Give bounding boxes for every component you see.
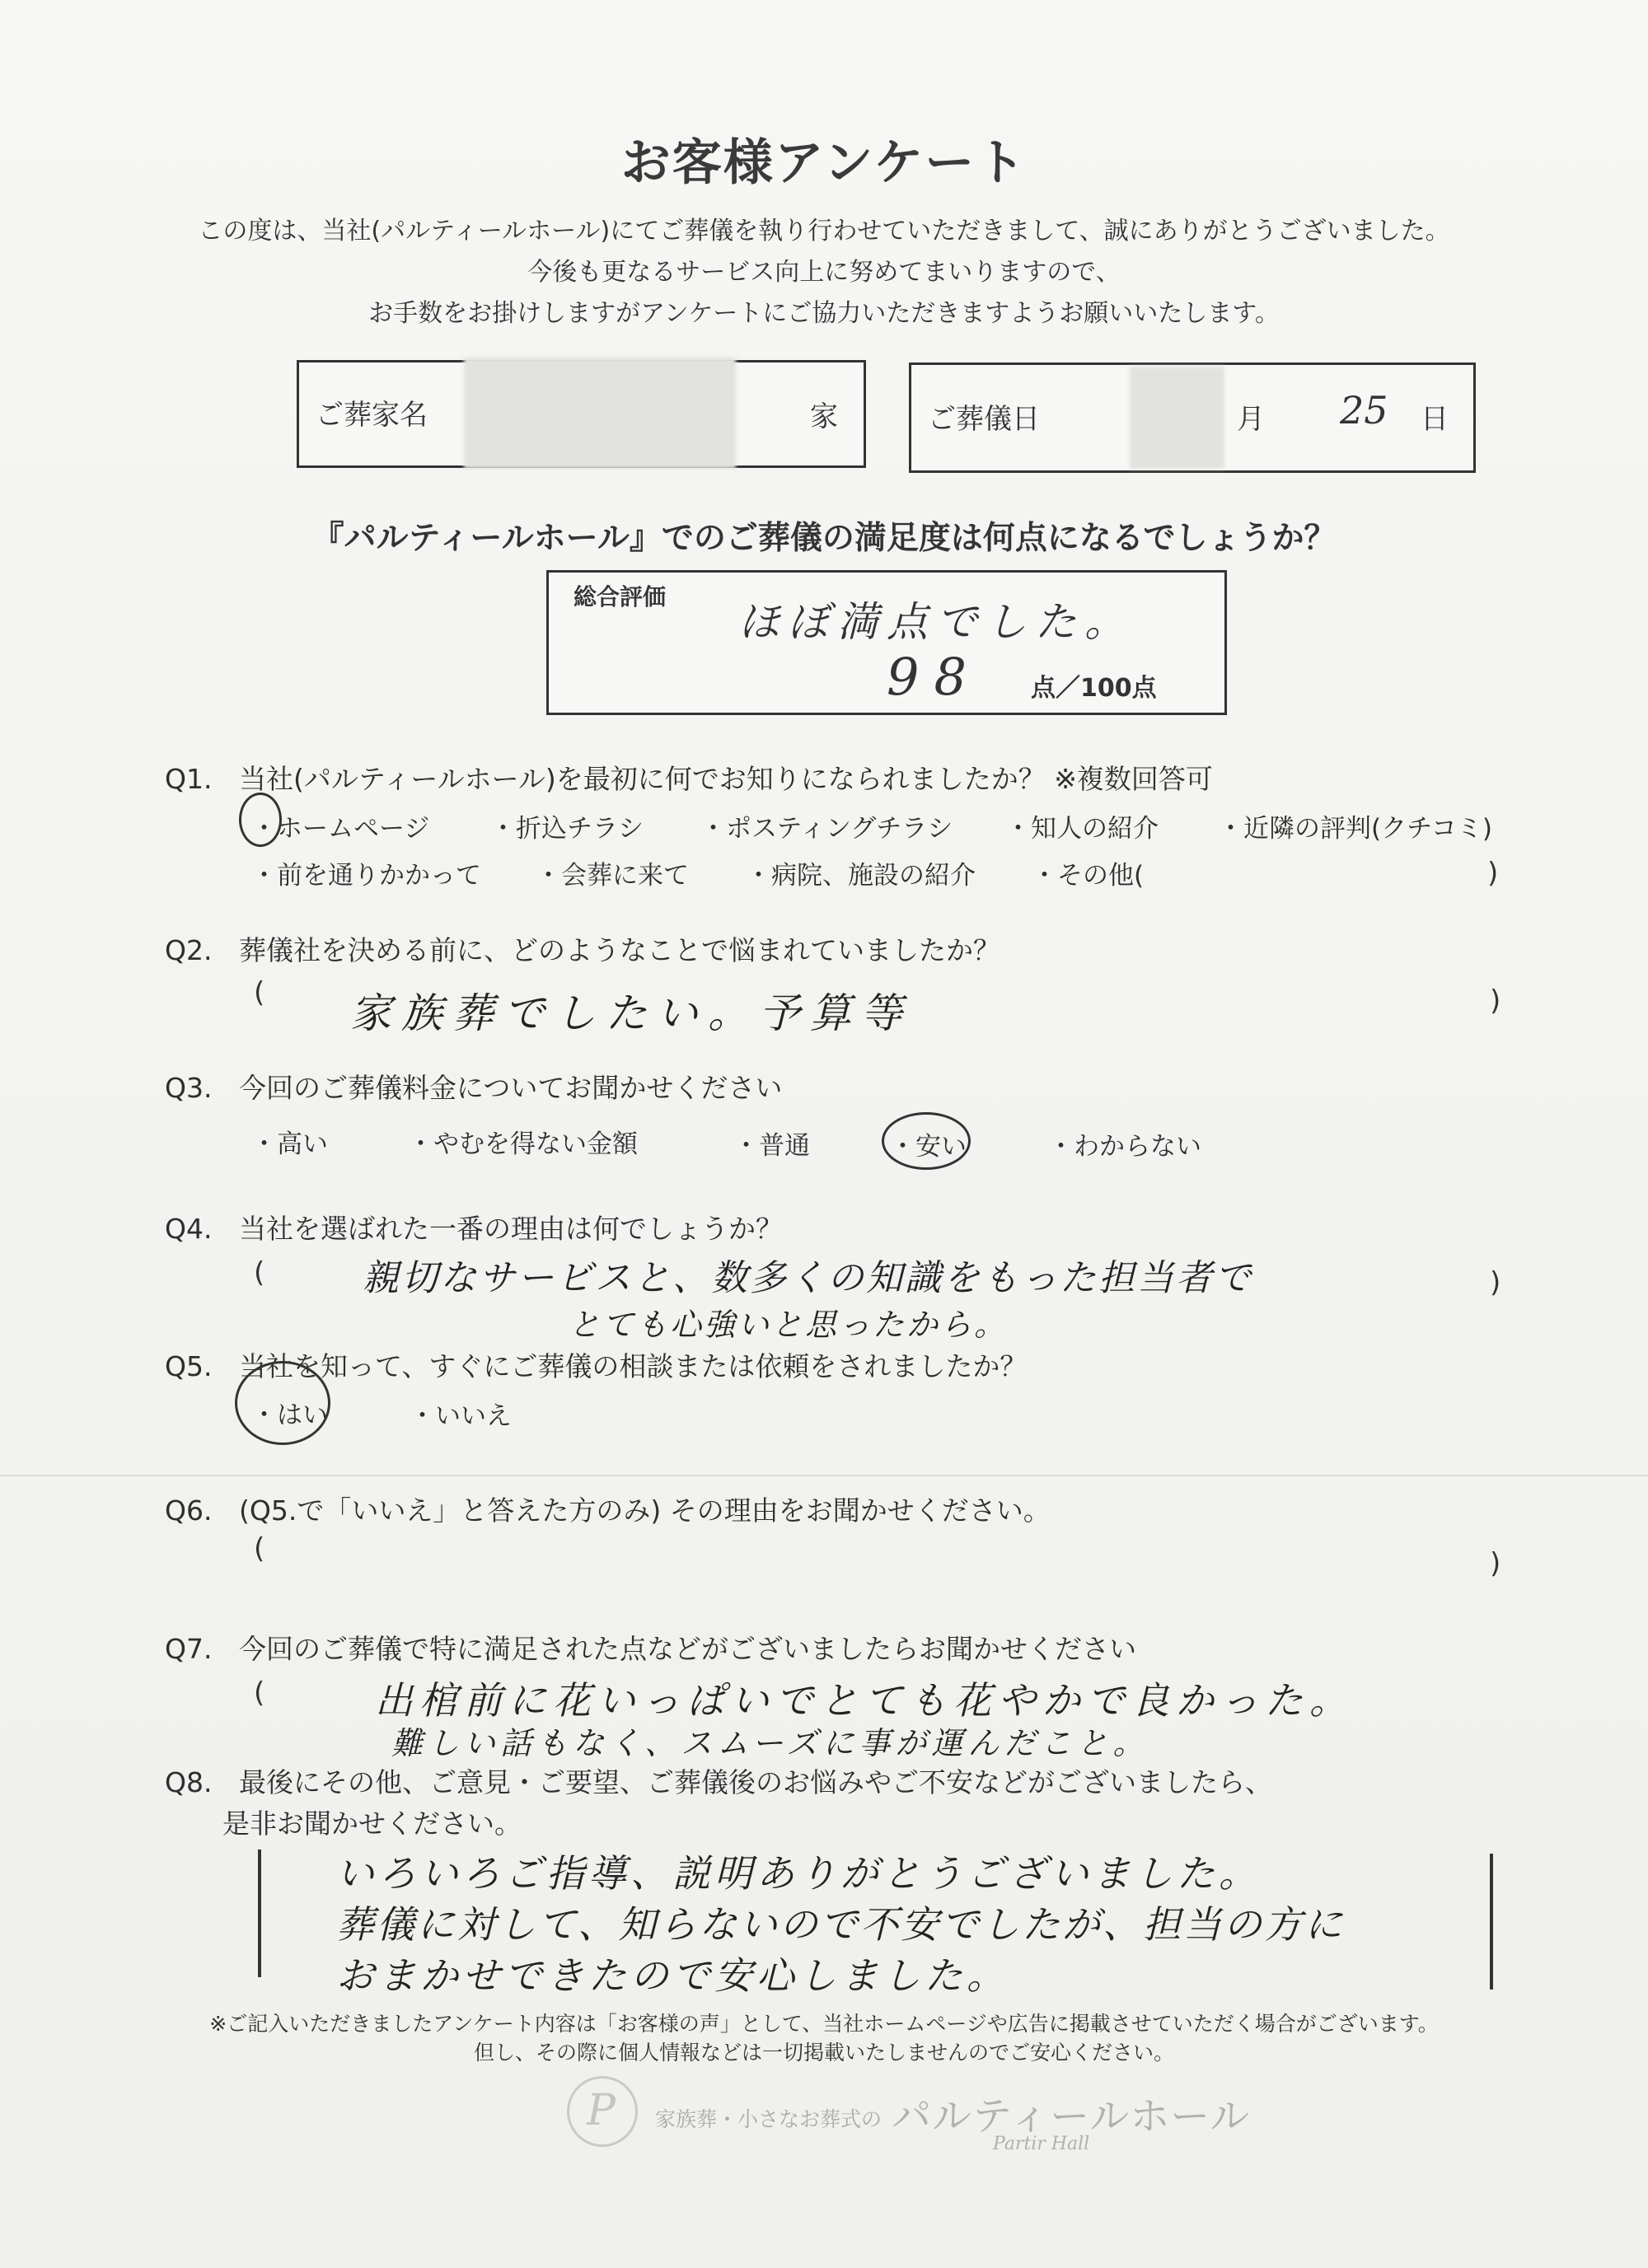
q2-close-paren: ) <box>1490 984 1501 1017</box>
q1-option-word-of-mouth[interactable]: ・近隣の評判(クチコミ) <box>1218 814 1492 844</box>
redacted-month <box>1130 367 1224 469</box>
q5-text: 当社を知って、すぐにご葬儀の相談または依頼をされましたか？ <box>239 1350 1028 1382</box>
q8-text-line-1: 最後にその他、ご意見・ご要望、ご葬儀後のお悩みやご不安などがございましたら、 <box>239 1766 1272 1798</box>
q2-text: 葬儀社を決める前に、どのようなことで悩まれていましたか？ <box>239 934 1000 966</box>
q8-answer-line-3: おまかせできたので安心しました。 <box>336 1953 1009 1998</box>
q6-question <box>165 1489 1051 1528</box>
q4-number: Q4. <box>165 1213 213 1245</box>
q3-question <box>165 1067 782 1106</box>
q1-selection-circle <box>239 793 282 847</box>
q3-option-unavoidable[interactable]: ・やむを得ない金額 <box>408 1129 638 1159</box>
logo-letter-mark: P <box>587 2086 616 2135</box>
q1-option-attended-funeral[interactable]: ・会葬に来て <box>536 861 689 891</box>
q7-open-paren: ( <box>254 1676 265 1709</box>
month-label: 月 <box>1237 403 1265 436</box>
q5-option-yes[interactable]: ・はい <box>251 1401 328 1430</box>
q3-number: Q3. <box>165 1072 213 1104</box>
q8-right-bracket <box>1490 1854 1493 1990</box>
q1-option-other[interactable]: ・その他( <box>1032 861 1145 891</box>
q3-option-cheap[interactable]: ・安い <box>890 1132 967 1162</box>
q7-answer-line-2: 難しい話もなく、スムーズに事が運んだこと。 <box>391 1725 1149 1761</box>
score-suffix: 点／100点 <box>1031 674 1157 703</box>
q7-question <box>165 1628 1136 1667</box>
q8-left-bracket <box>258 1849 261 1977</box>
q6-text: (Q5.で「いいえ」と答えた方のみ) その理由をお聞かせください。 <box>239 1494 1051 1527</box>
q8-answer-line-1: いろいろご指導、説明ありがとうございました。 <box>336 1851 1261 1896</box>
q8-number: Q8. <box>165 1766 213 1798</box>
q3-selection-circle <box>882 1112 971 1170</box>
q1-option-homepage[interactable]: ・ホームページ <box>251 814 430 844</box>
q1-text: 当社(パルティールホール)を最初に何でお知りになられましたか？ ※複数回答可 <box>239 763 1213 795</box>
q3-option-expensive[interactable]: ・高い <box>251 1129 328 1159</box>
redacted-family-name <box>464 358 736 469</box>
paper-fold-line <box>0 1475 1648 1476</box>
day-label: 日 <box>1421 403 1449 436</box>
q4-open-paren: ( <box>254 1256 265 1289</box>
q4-answer-line-2: とても心強いと思ったから。 <box>569 1307 1009 1343</box>
q7-number: Q7. <box>165 1633 213 1665</box>
q6-open-paren: ( <box>254 1532 265 1565</box>
q4-answer-line-1: 親切なサービスと、数多くの知識をもった担当者で <box>363 1257 1253 1299</box>
q3-text: 今回のご葬儀料金についてお聞かせください <box>239 1072 783 1104</box>
q4-close-paren: ) <box>1490 1266 1501 1299</box>
overall-rating-box <box>546 570 1227 715</box>
intro-line-1: この度は、当社(パルティールホール)にてご葬儀を執り行わせていただきまして、誠にありがとうございました。 <box>198 217 1450 246</box>
q1-question <box>165 758 1213 797</box>
q1-option-passing-by[interactable]: ・前を通りかかって <box>251 861 481 891</box>
intro-line-2: 今後も更なるサービス向上に努めてまいりますので、 <box>527 258 1121 287</box>
q1-option-flyer[interactable]: ・折込チラシ <box>490 814 644 844</box>
q2-open-paren: ( <box>254 976 265 1009</box>
footer-note-line-1: ※ご記入いただきましたアンケート内容は「お客様の声」として、当社ホームページや広告に掲載させていただく場合がございます。 <box>209 2012 1439 2036</box>
q6-number: Q6. <box>165 1494 213 1527</box>
q1-option-hospital-referral[interactable]: ・病院、施設の紹介 <box>746 861 976 891</box>
q8-text-line-2: 是非お聞かせください。 <box>222 1807 522 1840</box>
funeral-date-box <box>909 362 1476 473</box>
q1-option-acquaintance[interactable]: ・知人の紹介 <box>1005 814 1159 844</box>
overall-score: 98 <box>887 647 981 707</box>
footer-note-line-2: 但し、その際に個人情報などは一切掲載いたしませんのでご安心ください。 <box>473 2041 1174 2065</box>
funeral-date-label: ご葬儀日 <box>928 403 1040 436</box>
funeral-day-value: 25 <box>1340 388 1388 433</box>
q4-text: 当社を選ばれた一番の理由は何でしょうか？ <box>239 1213 783 1245</box>
logo-name: パルティールホール <box>892 2093 1251 2139</box>
intro-line-3: お手数をお掛けしますがアンケートにご協力いただきますようお願いいたします。 <box>368 299 1280 328</box>
q3-option-average[interactable]: ・普通 <box>733 1131 810 1161</box>
q8-answer-line-2: 葬儀に対して、知らないので不安でしたが、担当の方に <box>336 1902 1346 1947</box>
q2-question <box>165 929 1000 968</box>
q7-answer-line-1: 出棺前に花いっぱいでとても花やかで良かった。 <box>375 1678 1354 1723</box>
q5-number: Q5. <box>165 1350 213 1382</box>
q1-number: Q1. <box>165 763 213 795</box>
q2-answer: 家族葬でしたい。予算等 <box>350 989 912 1037</box>
satisfaction-question: 『パルティールホール』でのご葬儀の満足度は何点になるでしょうか？ <box>311 520 1337 557</box>
q1-other-close-paren: ) <box>1487 857 1499 890</box>
family-name-box <box>297 360 866 468</box>
overall-rating-comment: ほぼ満点でした。 <box>738 598 1134 646</box>
q2-number: Q2. <box>165 934 213 966</box>
logo-tagline: 家族葬・小さなお葬式の <box>655 2107 883 2131</box>
q5-option-no[interactable]: ・いいえ <box>410 1401 512 1431</box>
q6-close-paren: ) <box>1490 1547 1501 1580</box>
q5-selection-circle <box>235 1361 330 1445</box>
survey-title: お客様アンケート <box>620 134 1028 192</box>
overall-rating-label: 総合評価 <box>574 583 667 610</box>
family-name-label: ご葬家名 <box>316 399 428 432</box>
q8-question <box>165 1761 1272 1800</box>
q3-option-unsure[interactable]: ・わからない <box>1048 1132 1201 1162</box>
family-suffix: 家 <box>810 400 838 433</box>
q4-question <box>165 1208 783 1246</box>
logo-sub: Partir Hall <box>993 2134 1090 2154</box>
q7-text: 今回のご葬儀で特に満足された点などがございましたらお聞かせください <box>239 1633 1136 1665</box>
q1-option-posting-flyer[interactable]: ・ポスティングチラシ <box>700 814 953 844</box>
